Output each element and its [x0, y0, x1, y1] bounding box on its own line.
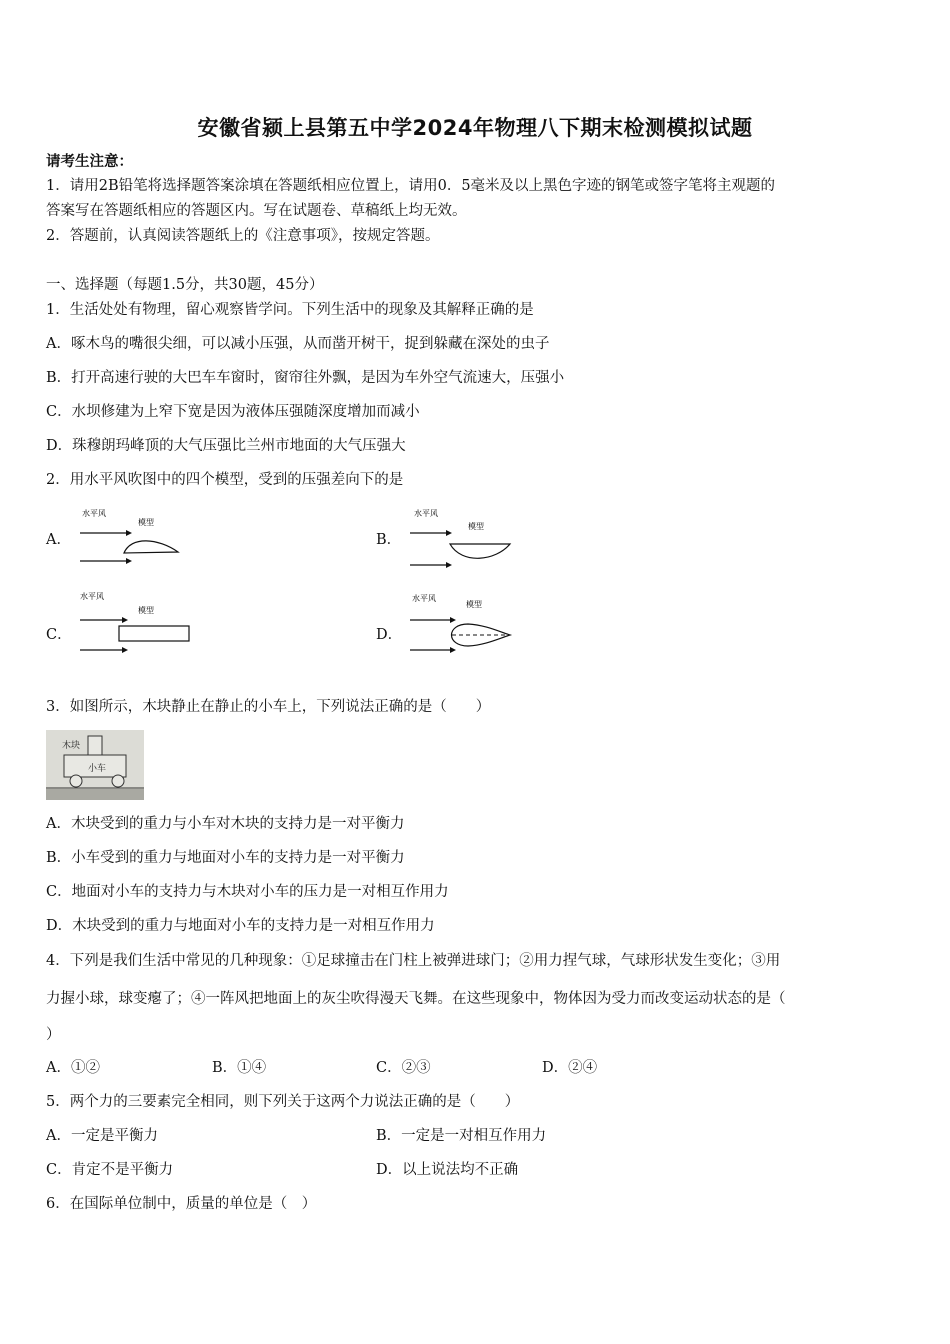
q2-label-a: A． [46, 532, 71, 548]
q1-option-b: B．打开高速行驶的大巴车车窗时，窗帘往外飘，是因为车外空气流速大，压强小 [46, 370, 565, 386]
q4-stem-line-2: 力握小球，球变瘪了；④一阵风把地面上的灰尘吹得漫天飞舞。在这些现象中，物体因为受力而改变运动状态的是（ [46, 991, 786, 1007]
q5-stem: 5．两个力的三要素完全相同，则下列关于这两个力说法正确的是（ ） [46, 1094, 520, 1110]
flat-plate-shape [119, 626, 189, 641]
q3-option-c: C．地面对小车的支持力与木块对小车的压力是一对相互作用力 [46, 884, 449, 900]
q3-option-b: B．小车受到的重力与地面对小车的支持力是一对平衡力 [46, 850, 405, 866]
q4-option-d: D．②④ [542, 1060, 598, 1076]
block-label: 木块 [62, 741, 81, 751]
cart-wheel-left [70, 775, 82, 787]
wind-label: 水平风 [80, 592, 104, 601]
model-label: 模型 [466, 600, 482, 609]
q5-option-d: D．以上说法均不正确 [376, 1162, 519, 1178]
q2-figure-b [406, 503, 526, 573]
model-label: 模型 [138, 606, 154, 615]
notice-line-1b: 答案写在答题纸相应的答题区内。写在试题卷、草稿纸上均无效。 [46, 203, 467, 219]
section-heading: 一、选择题（每题1.5分，共30题，45分） [46, 277, 324, 293]
q1-option-d: D．珠穆朗玛峰顶的大气压强比兰州市地面的大气压强大 [46, 438, 406, 454]
page-title: 安徽省颍上县第五中学2024年物理八下期末检测模拟试题 [197, 116, 753, 140]
q3-figure-cart [46, 730, 144, 800]
q2-label-d: D． [376, 627, 403, 643]
wind-label: 水平风 [414, 509, 438, 518]
airfoil-shape [124, 541, 178, 553]
q4-option-b: B．①④ [212, 1060, 267, 1076]
notice-heading: 请考生注意： [46, 153, 133, 170]
q1-stem: 1．生活处处有物理，留心观察皆学问。下列生活中的现象及其解释正确的是 [46, 302, 534, 318]
q2-figure-c [76, 586, 196, 658]
q5-option-a: A．一定是平衡力 [46, 1128, 158, 1144]
q3-option-d: D．木块受到的重力与地面对小车的支持力是一对相互作用力 [46, 918, 435, 934]
wooden-block [88, 736, 102, 755]
q1-option-c: C．水坝修建为上窄下宽是因为液体压强随深度增加而减小 [46, 404, 420, 420]
q3-stem: 3．如图所示，木块静止在静止的小车上，下列说法正确的是（ ） [46, 699, 491, 715]
cart-label: 小车 [88, 764, 107, 774]
wind-label: 水平风 [82, 509, 106, 518]
inverted-airfoil-shape [450, 544, 510, 558]
model-label: 模型 [138, 518, 154, 527]
wind-label: 水平风 [412, 594, 436, 603]
q4-stem-line-3: ） [46, 1027, 61, 1043]
q4-stem-line-1: 4．下列是我们生活中常见的几种现象：①足球撞击在门柱上被弹进球门；②用力捏气球，气球形状发生变化；③用 [46, 953, 781, 969]
notice-line-2: 2．答题前，认真阅读答题纸上的《注意事项》，按规定答题。 [46, 228, 440, 244]
q2-stem: 2．用水平风吹图中的四个模型，受到的压强差向下的是 [46, 472, 404, 488]
q2-label-b: B． [376, 532, 402, 548]
q5-option-b: B．一定是一对相互作用力 [376, 1128, 547, 1144]
q5-option-c: C．肯定不是平衡力 [46, 1162, 174, 1178]
q4-option-a: A．①② [46, 1060, 100, 1076]
cart-wheel-right [112, 775, 124, 787]
q2-figure-a [76, 503, 196, 573]
q6-stem: 6．在国际单位制中，质量的单位是（ ） [46, 1196, 317, 1212]
q2-label-c: C． [46, 627, 72, 643]
q3-option-a: A．木块受到的重力与小车对木块的支持力是一对平衡力 [46, 816, 405, 832]
q1-option-a: A．啄木鸟的嘴很尖细，可以减小压强，从而凿开树干，捉到躲藏在深处的虫子 [46, 336, 550, 352]
q2-figure-d [406, 586, 526, 658]
model-label: 模型 [468, 522, 484, 531]
q4-option-c: C．②③ [376, 1060, 431, 1076]
notice-line-1: 1．请用2B铅笔将选择题答案涂填在答题纸相应位置上，请用0．5毫米及以上黑色字迹的钢笔或签字笔将主观题的 [46, 178, 776, 194]
